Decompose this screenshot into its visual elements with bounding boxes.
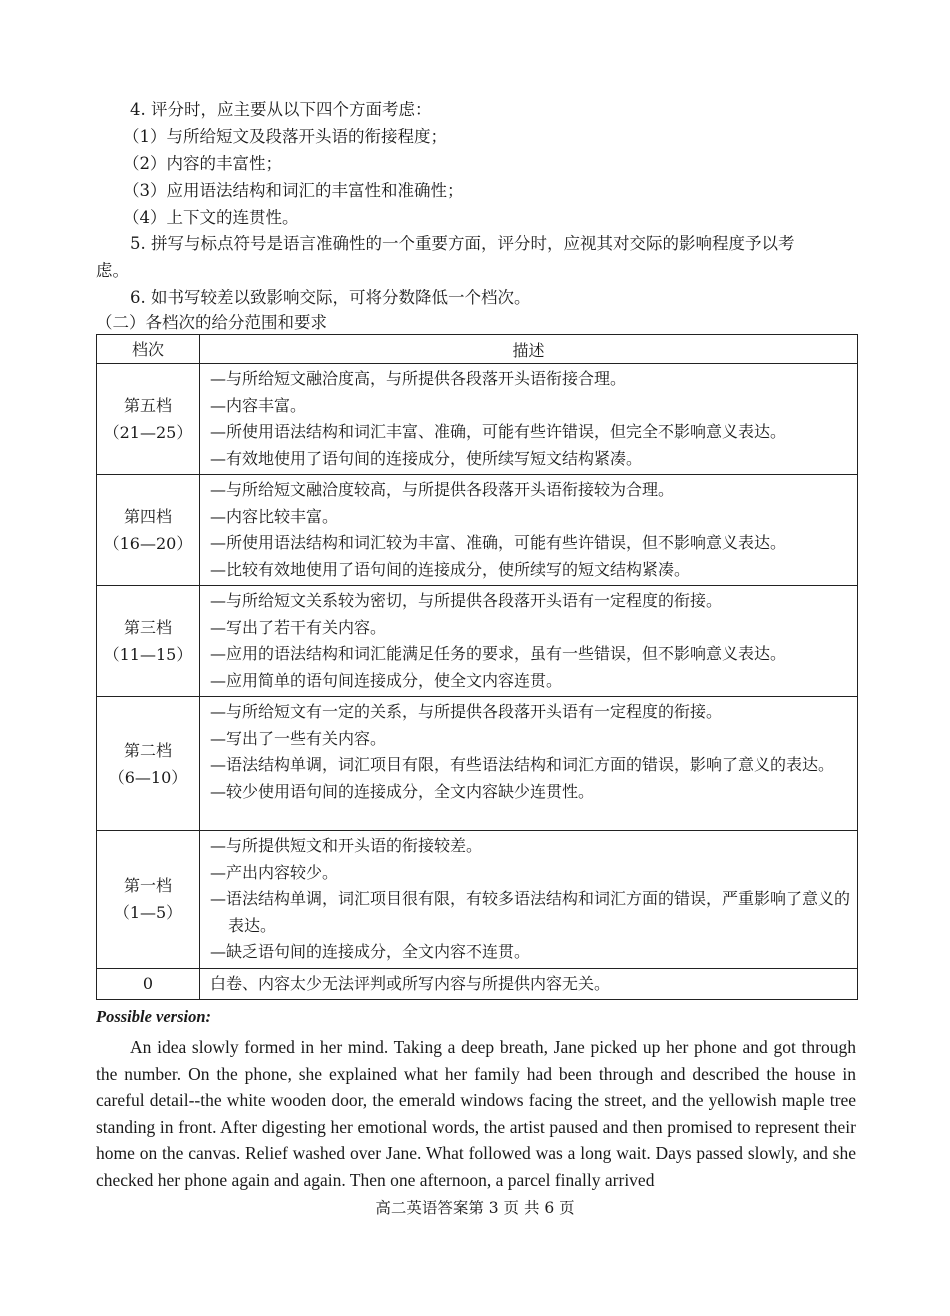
- table-row: [97, 831, 858, 969]
- description-line: —应用的语法结构和词汇能满足任务的要求，虽有一些错误，但不影响意义表达。: [210, 644, 787, 663]
- table-row: [97, 968, 858, 1000]
- description-line: —写出了一些有关内容。: [210, 728, 387, 748]
- description-cell: [200, 968, 858, 1000]
- level-name: 第四档: [123, 507, 172, 526]
- description-line: —与所给短文融洽度较高，与所提供各段落开头语衔接较为合理。: [210, 480, 675, 499]
- description-line: —产出内容较少。: [210, 862, 339, 882]
- level-range: （1—5）: [113, 903, 183, 923]
- instruction-sub-3: （3）应用语法结构和词汇的丰富性和准确性；: [123, 181, 464, 200]
- description-line: —语法结构单调，词汇项目很有限，有较多语法结构和词汇方面的错误，严重影响了意义的表达。: [210, 889, 851, 935]
- instruction-item-4: 4. 评分时，应主要从以下四个方面考虑：: [130, 100, 432, 119]
- level-cell: [97, 364, 200, 475]
- description-line: —与所给短文关系较为密切，与所提供各段落开头语有一定程度的衔接。: [210, 591, 723, 610]
- instruction-item-5-line2: 虑。: [96, 261, 129, 280]
- description-cell: [200, 831, 858, 969]
- description-line: —比较有效地使用了语句间的连接成分，使所续写的短文结构紧凑。: [210, 559, 691, 579]
- possible-version-title: Possible version:: [96, 1007, 212, 1026]
- level-cell: [97, 831, 200, 969]
- instruction-sub-4: （4）上下文的连贯性。: [123, 208, 299, 227]
- instruction-sub-1: （1）与所给短文及段落开头语的衔接程度；: [123, 127, 447, 146]
- description-line: —与所提供短文和开头语的衔接较差。: [210, 836, 483, 855]
- description-line: —与所给短文有一定的关系，与所提供各段落开头语有一定程度的衔接。: [210, 702, 723, 721]
- table-row: [97, 697, 858, 831]
- description-cell: [200, 364, 858, 475]
- level-cell: [97, 968, 200, 1000]
- table-row: [97, 364, 858, 475]
- level-range: （6—10）: [108, 767, 188, 787]
- description-cell: [200, 697, 858, 831]
- level-range: （21—25）: [103, 423, 193, 442]
- table-header-row: [97, 335, 858, 364]
- scoring-table: [96, 334, 858, 1000]
- page-footer: 高二英语答案第 3 页 共 6 页: [375, 1199, 575, 1217]
- level-cell: [97, 697, 200, 831]
- instruction-item-6: 6. 如书写较差以致影响交际，可将分数降低一个档次。: [130, 288, 531, 307]
- instruction-item-5-line1: 5. 拼写与标点符号是语言准确性的一个重要方面，评分时，应视其对交际的影响程度予以考: [130, 234, 795, 253]
- description-line: —写出了若干有关内容。: [210, 617, 387, 637]
- description-line: 白卷、内容太少无法评判或所写内容与所提供内容无关。: [210, 973, 611, 993]
- header-description: 描述: [200, 335, 858, 364]
- table-row: [97, 475, 858, 586]
- level-cell: [97, 475, 200, 586]
- level-cell: [97, 586, 200, 697]
- description-line: —应用简单的语句间连接成分，使全文内容连贯。: [210, 670, 563, 690]
- table-row: [97, 586, 858, 697]
- level-name: 第三档: [123, 618, 172, 637]
- possible-version-paragraph: An idea slowly formed in her mind. Taking a deep breath, Jane picked up her phone and got through the number. On the phone, she explained what her family had been through and described the house in careful detail--the white wooden door, the emerald windows facing the street, and the yellowish maple tree standing in front. After digesting her emotional words, the artist paused and then promised to represent their home on the canvas. Relief washed over Jane. What followed was a long wait. Days passed slowly, and she checked her phone again and again. Then one afternoon, a parcel finally arrived: [96, 1037, 856, 1190]
- description-line: —语法结构单调，词汇项目有限，有些语法结构和词汇方面的错误，影响了意义的表达。: [210, 755, 835, 774]
- description-line: —较少使用语句间的连接成分，全文内容缺少连贯性。: [210, 781, 595, 801]
- level-range: （16—20）: [103, 534, 193, 553]
- description-cell: [200, 586, 858, 697]
- description-line: —缺乏语句间的连接成分，全文内容不连贯。: [210, 942, 531, 961]
- header-level: 档次: [97, 335, 200, 364]
- level-name: 第五档: [123, 396, 172, 415]
- level-range: （11—15）: [103, 645, 193, 664]
- level-name: 第二档: [123, 740, 172, 760]
- description-cell: [200, 475, 858, 586]
- description-line: —内容丰富。: [210, 395, 307, 415]
- description-line: —所使用语法结构和词汇丰富、准确，可能有些许错误，但完全不影响意义表达。: [210, 422, 787, 441]
- description-line: —与所给短文融洽度高，与所提供各段落开头语衔接合理。: [210, 369, 627, 388]
- description-line: —有效地使用了语句间的连接成分，使所续写短文结构紧凑。: [210, 448, 643, 468]
- description-line: —内容比较丰富。: [210, 506, 339, 526]
- instruction-sub-2: （2）内容的丰富性；: [123, 154, 282, 173]
- section-title: （二）各档次的给分范围和要求: [96, 313, 327, 332]
- description-line: —所使用语法结构和词汇较为丰富、准确，可能有些许错误，但不影响意义表达。: [210, 533, 787, 552]
- level-name: 0: [142, 974, 154, 994]
- level-name: 第一档: [123, 876, 172, 896]
